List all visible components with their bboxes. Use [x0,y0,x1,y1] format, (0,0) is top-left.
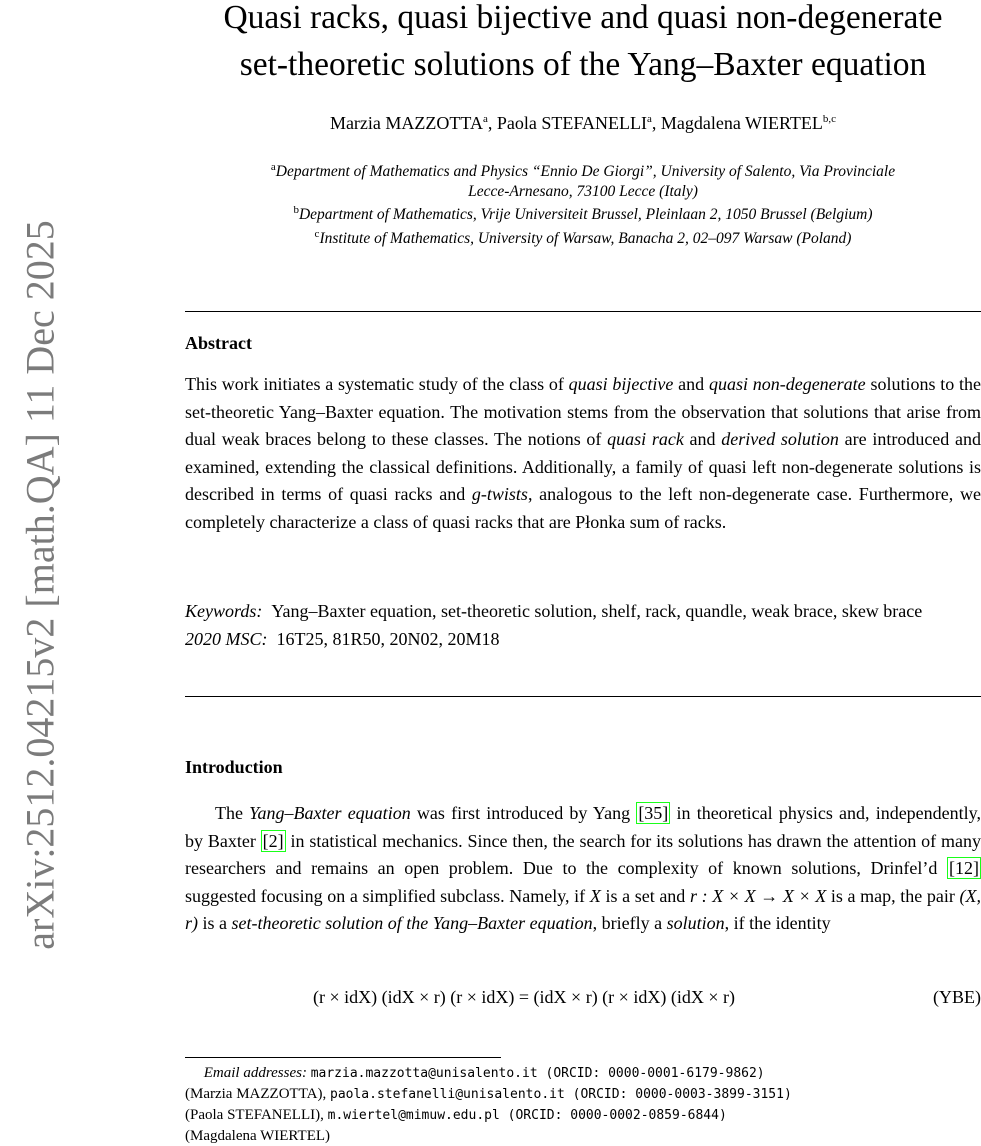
email-1-name: (Marzia MAZZOTTA), [185,1086,327,1102]
intro-t6: is a set and [600,885,690,906]
top-divider [185,311,981,312]
equation-tag: (YBE) [933,987,981,1007]
abstract-t1: This work initiates a systematic study of the class of [185,374,569,394]
intro-math-map: r : X × X → X × X [689,885,827,906]
equation-formula: (r × idX) (idX × r) (r × idX) = (idX × r) (r × idX) (idX × r) [313,987,735,1007]
author-1-sup: a [482,113,488,125]
affiliations [185,158,981,248]
title-line-2: set-theoretic solutions of the Yang–Baxter equation [239,46,927,83]
citation-12[interactable]: [12] [949,858,979,878]
abstract-t5: are introduced and examined, extending the classical definitions. Additionally, a family of quasi left non-degenerate solutions is described in terms of quasi racks and [185,429,981,504]
abstract-t3: solutions to the set-theoretic Yang–Baxter equation. The motivation stems from the observation that solutions that arise from dual weak braces belong to these classes. The notions of [185,374,981,449]
intro-i2: set-theoretic solution of the Yang–Baxter equation [231,913,593,933]
paper-title [185,0,981,88]
email-3-name: (Magdalena WIERTEL) [185,1128,331,1144]
keywords [185,598,981,653]
author-1: Marzia MAZZOTTA [329,113,483,133]
footnote-rule [185,1057,501,1058]
affil-b: Department of Mathematics, Vrije Universiteit Brussel, Pleinlaan 2, 1050 Brussel (Belgium) [298,206,873,224]
author-3: Magdalena WIERTEL [660,113,823,133]
arxiv-identifier: arXiv:2512.04215v2 [math.QA] 11 Dec 2025 [17,220,63,950]
email-label: Email addresses: [203,1065,307,1081]
affil-c: Institute of Mathematics, University of Warsaw, Banacha 2, 02–097 Warsaw (Poland) [319,229,852,247]
intro-math-x: X [589,885,601,906]
intro-t1: The [215,803,250,823]
email-2[interactable]: paola.stefanelli@unisalento.it (ORCID: 0000-0003-3899-3151) [330,1087,792,1102]
abstract-i1: quasi bijective [568,374,674,394]
intro-t2: was first introduced by Yang [410,803,637,823]
intro-t8: is a [198,913,232,933]
abstract-t6: , analogous to the left non-degenerate case. Furthermore, we completely characterize a class of quasi racks that are Płonka sum of racks. [185,484,981,532]
author-2-sup: a [647,113,652,125]
author-list: Marzia MAZZOTTA$^a$, Paola STEFANELLI$^a$, Magdalena WIERTEL$^{b,c}$ [329,113,837,133]
msc-label: 2020 MSC: [185,628,268,649]
intro-i3: solution [666,913,725,933]
email-2-name: (Paola STEFANELLI), [185,1107,324,1123]
affil-c-sup: c [314,227,320,240]
footnote [185,1063,981,1146]
author-3-sup: b,c [822,113,837,125]
intro-t9: , briefly a [592,913,667,933]
intro-t7: is a map, the pair [826,885,960,906]
intro-i1: Yang–Baxter equation [249,803,411,823]
intro-math-pair: (X, r) [185,885,981,933]
intro-t5: suggested focusing on a simplified subclass. Namely, if [185,885,590,906]
abstract-heading: Abstract [185,333,252,353]
intro-t4: in statistical mechanics. Since then, the search for its solutions has drawn the attention of many researchers and remains an open problem. Due to the complexity of known solutions, Drinfel’d [185,830,981,878]
affil-a-sup: a [270,161,276,173]
intro-t10: , if the identity [724,913,831,933]
ybe-equation [185,987,981,1015]
introduction-heading: Introduction [185,757,283,777]
abstract-t2: and [673,374,709,394]
msc-codes: 16T25, 81R50, 20N02, 20M18 [276,628,500,649]
bottom-divider [185,696,981,697]
abstract-i4: derived solution [721,429,839,449]
affil-a-line1: Department of Mathematics and Physics “Ennio De Giorgi”, University of Salento, Via Provinciale [275,163,896,181]
keywords-label: Keywords: [185,601,263,621]
affil-b-sup: b [293,204,299,217]
citation-2[interactable]: [2] [262,830,284,851]
title-line-1: Quasi racks, quasi bijective and quasi non-degenerate [223,0,943,36]
abstract-text [185,371,981,536]
abstract-i5: g-twists [471,484,528,504]
email-1[interactable]: marzia.mazzotta@unisalento.it (ORCID: 0000-0001-6179-9862) [310,1066,765,1081]
introduction-text [185,800,981,938]
email-3[interactable]: m.wiertel@mimuw.edu.pl (ORCID: 0000-0002-0859-6844) [327,1108,727,1123]
keywords-text: Yang–Baxter equation, set-theoretic solution, shelf, rack, quandle, weak brace, skew brace [271,601,923,621]
abstract-t4: and [683,429,722,449]
abstract-i2: quasi non-degenerate [708,374,866,394]
intro-t3: in theoretical physics and, independently, by Baxter [185,803,981,851]
author-2: Paola STEFANELLI [496,113,647,133]
abstract-i3: quasi rack [607,429,684,449]
citation-35[interactable]: [35] [638,803,669,823]
affil-a-line2: Lecce-Arnesano, 73100 Lecce (Italy) [468,182,698,200]
